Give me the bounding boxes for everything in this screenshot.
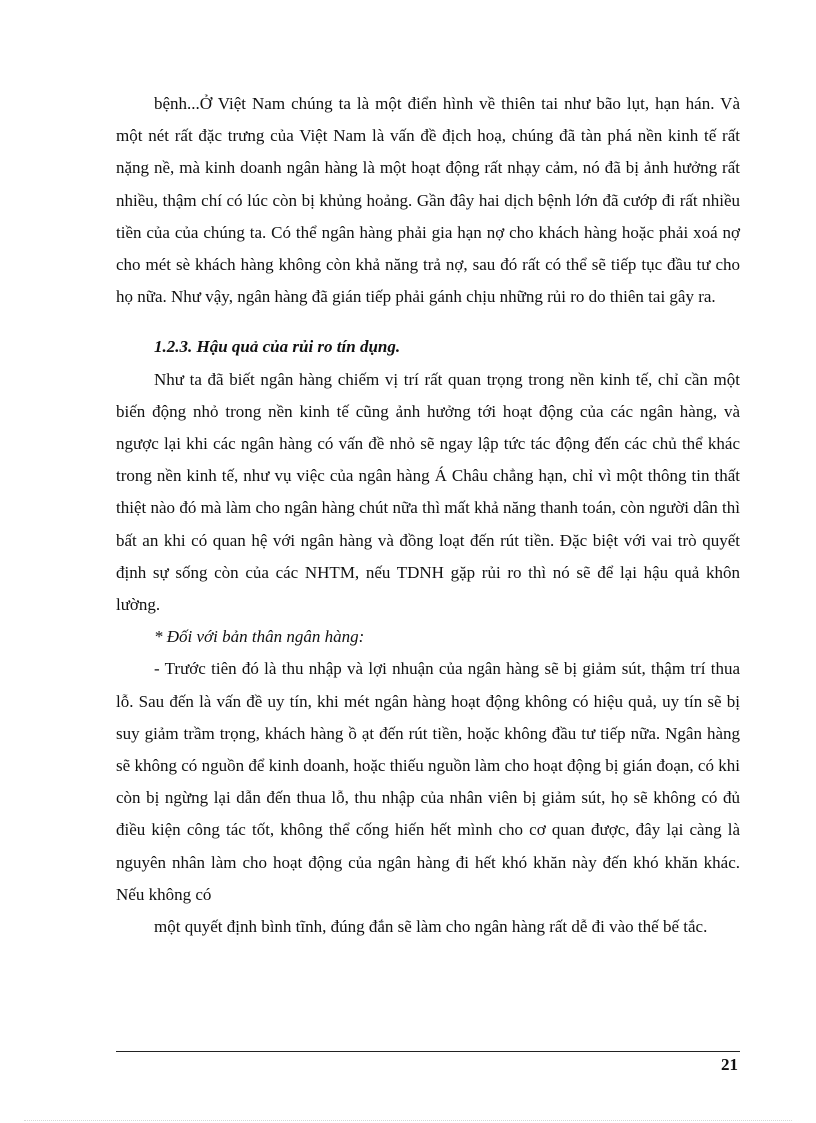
section-heading: 1.2.3. Hậu quả của rủi ro tín dụng. [154, 337, 401, 357]
sub-heading-bank-itself: * Đối với bản thân ngân hàng: [154, 627, 365, 647]
paragraph-disaster-impact: bệnh...Ở Việt Nam chúng ta là một điển hình về thiên tai như bão lụt, hạn hán. Và một nét rất đặc trưng của Việt Nam là vấn đề địch hoạ, chúng đã tàn phá nền kinh tế rất nặng nề, mà kinh doanh ngân hàng là một hoạt động rất nhạy cảm, nó đã bị ảnh hưởng rất nhiều, thậm chí có lúc còn bị khủng hoảng. Gần đây hai dịch bệnh lớn đã cướp đi rất nhiều tiền của của chúng ta. Có thể ngân hàng phải gia hạn nợ cho khách hàng hoặc phải xoá nợ cho mét sè khách hàng không còn khả năng trả nợ, sau đó rất có thể sẽ tiếp tục đầu tư cho họ nữa. Như vậy, ngân hàng đã gián tiếp phải gánh chịu những rủi ro do thiên tai gây ra. [116, 94, 740, 307]
paragraph-income-decline: - Trước tiên đó là thu nhập và lợi nhuận của ngân hàng sẽ bị giảm sút, thậm trí thua lỗ. Sau đến là vấn đề uy tín, khi mét ngân hàng hoạt động không có hiệu quả, uy tín sẽ bị suy giảm trầm trọng, khách hàng ồ ạt đến rút tiền, hoặc không đầu tư tiếp nữa. Ngân hàng sẽ không có nguồn để kinh doanh, hoặc thiếu nguồn làm cho hoạt động bị gián đoạn, có khi còn bị ngừng lại dẫn đến thua lỗ, thu nhập của nhân viên bị giảm sút, họ sẽ không có đủ điều kiện công tác tốt, không thể cống hiến hết mình cho cơ quan được, đây lại càng là nguyên nhân làm cho hoạt động của ngân hàng đi hết khó khăn này đến khó khăn khác. Nếu không có [116, 659, 740, 904]
page-bottom-border [24, 1120, 792, 1121]
footer-divider [116, 1051, 740, 1052]
page-number: 21 [721, 1055, 738, 1074]
paragraph-credit-risk-consequences: Như ta đã biết ngân hàng chiếm vị trí rất quan trọng trong nền kinh tế, chỉ cần một biến động nhỏ trong nền kinh tế cũng ảnh hưởng tới hoạt động của các ngân hàng, và ngược lại khi các ngân hàng có vấn đề nhỏ sẽ ngay lập tức tác động đến các chủ thể khác trong nền kinh tế, như vụ việc của ngân hàng Á Châu chẳng hạn, chỉ vì một thông tin thất thiệt nào đó mà làm cho ngân hàng chút nữa thì mất khả năng thanh toán, còn người dân thì bất an khi có quan hệ với ngân hàng và đồng loạt đến rút tiền. Đặc biệt với vai trò quyết định sự sống còn của các NHTM, nếu TDNH gặp rủi ro thì nó sẽ để lại hậu quả khôn lường. [116, 369, 740, 615]
document-page [116, 88, 740, 943]
paragraph-decision-conclusion: một quyết định bình tĩnh, đúng đắn sẽ làm cho ngân hàng rất dễ đi vào thế bế tắc. [154, 917, 708, 937]
